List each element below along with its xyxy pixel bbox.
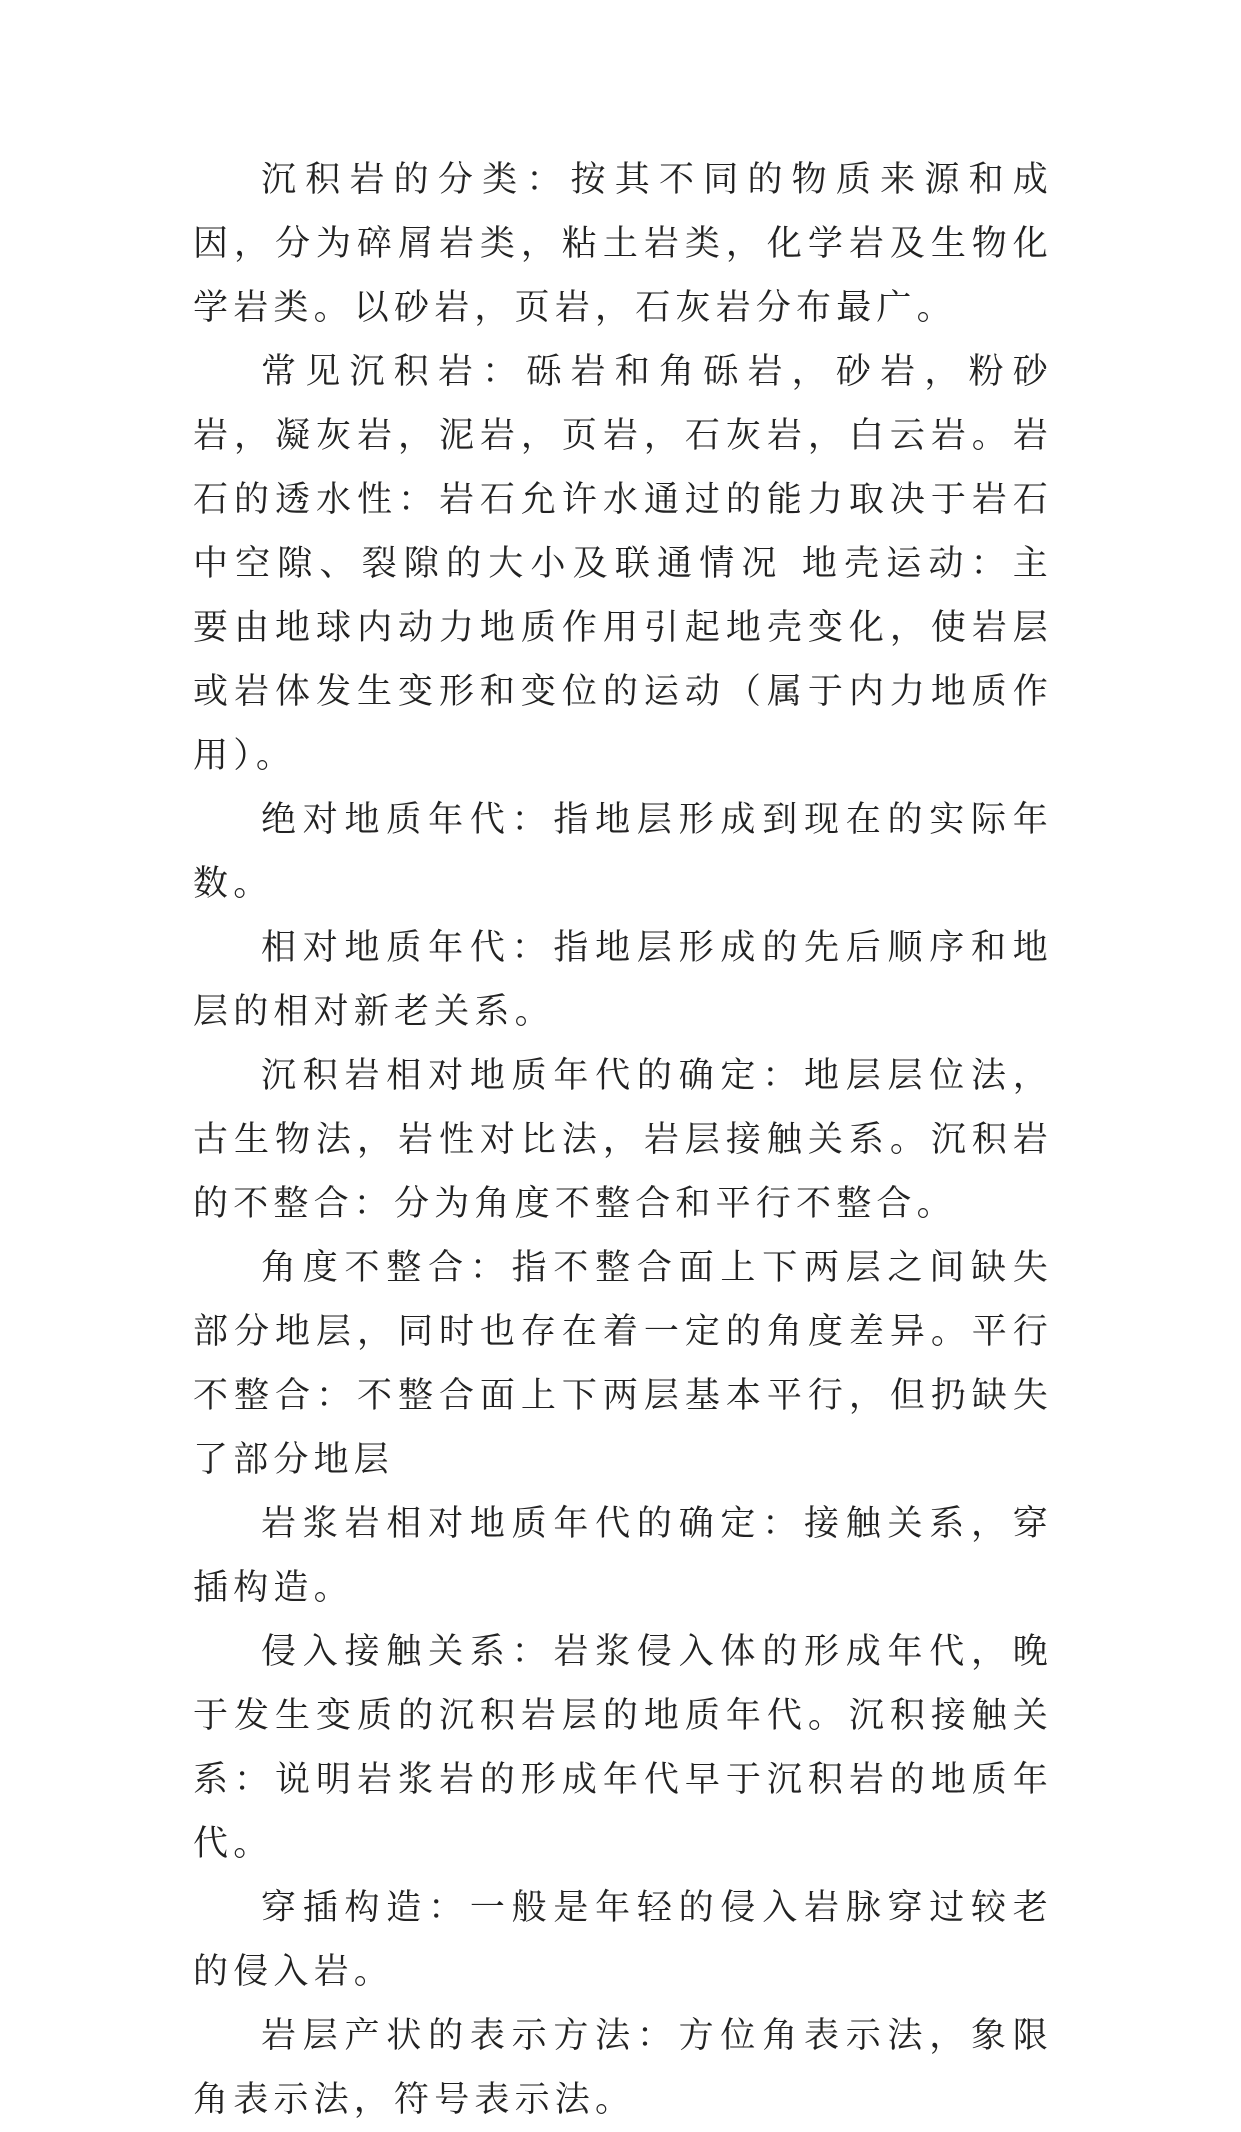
paragraph-angular-unconformity: 角度不整合：指不整合面上下两层之间缺失部分地层，同时也存在着一定的角度差异。平行不整合：不整合面上下两层基本平行，但扔缺失了部分地层 [193,1248,1053,1480]
paragraph-intrusive-contact: 侵入接触关系：岩浆侵入体的形成年代，晚于发生变质的沉积岩层的地质年代。沉积接触关系：说明岩浆岩的形成年代早于沉积岩的地质年代。 [193,1632,1053,1864]
paragraph-sedimentary-classification: 沉积岩的分类：按其不同的物质来源和成因，分为碎屑岩类，粘土岩类，化学岩及生物化学岩类。以砂岩，页岩，石灰岩分布最广。 [193,160,1053,328]
paragraph-sedimentary-age-determination: 沉积岩相对地质年代的确定：地层层位法，古生物法，岩性对比法，岩层接触关系。沉积岩的不整合：分为角度不整合和平行不整合。 [193,1056,1053,1224]
document-page [193,148,1053,2132]
paragraph-crosscutting-structure: 穿插构造：一般是年轻的侵入岩脉穿过较老的侵入岩。 [193,1888,1053,1992]
paragraph-relative-geologic-age: 相对地质年代：指地层形成的先后顺序和地层的相对新老关系。 [193,928,1053,1032]
paragraph-igneous-age-determination: 岩浆岩相对地质年代的确定：接触关系，穿插构造。 [193,1504,1053,1608]
paragraph-absolute-geologic-age: 绝对地质年代：指地层形成到现在的实际年数。 [193,800,1053,904]
paragraph-common-sedimentary-rocks: 常见沉积岩：砾岩和角砾岩，砂岩，粉砂岩，凝灰岩，泥岩，页岩，石灰岩，白云岩。岩石的透水性：岩石允许水通过的能力取决于岩石中空隙、裂隙的大小及联通情况 地壳运动：主要由地球内动力地质作用引起地壳变化，使岩层或岩体发生变形和变位的运动（属于内力地质作用）。 [193,352,1053,776]
paragraph-attitude-notation: 岩层产状的表示方法：方位角表示法，象限角表示法，符号表示法。 [193,2016,1053,2120]
